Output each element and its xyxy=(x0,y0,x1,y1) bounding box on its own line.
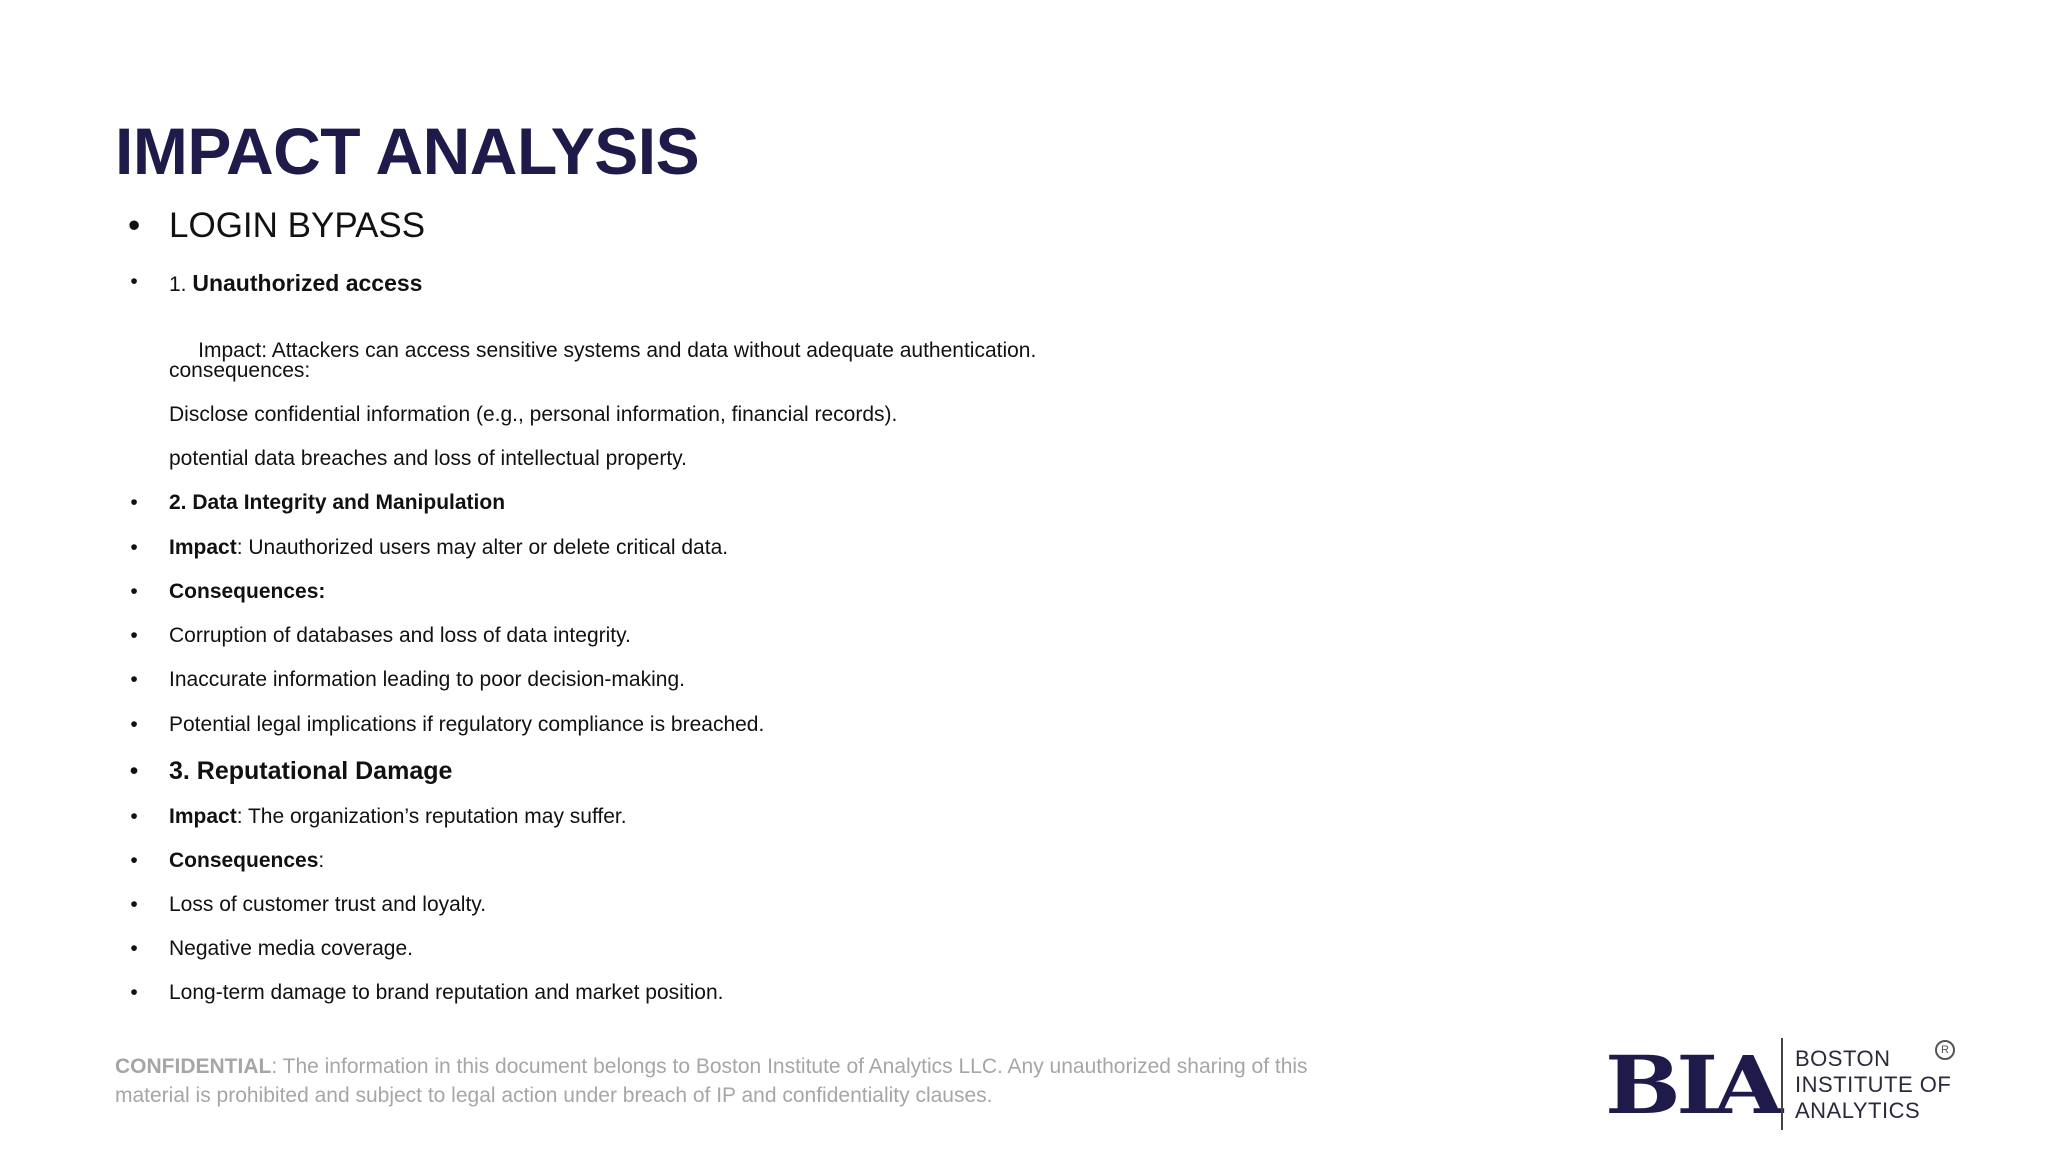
logo-line-2: INSTITUTE OF xyxy=(1795,1072,1952,1097)
item-bold: Unauthorized access xyxy=(192,270,423,296)
bullet-icon: • xyxy=(130,580,138,603)
confidential-label: CONFIDENTIAL xyxy=(115,1055,272,1078)
logo-wordmark xyxy=(1795,1046,1951,1124)
list-item xyxy=(169,403,897,427)
item-text: Negative media coverage. xyxy=(169,937,413,960)
bullet-icon: • xyxy=(130,668,138,691)
list-item xyxy=(169,937,413,961)
item-text: : The organization’s reputation may suffer. xyxy=(236,805,627,828)
item-text: : xyxy=(318,849,325,872)
bullet-icon: • xyxy=(130,981,138,1004)
list-item xyxy=(169,713,764,737)
bullet-icon: • xyxy=(130,805,138,828)
bullet-icon: • xyxy=(130,536,138,559)
bullet-icon: • xyxy=(129,757,139,785)
item-text: Long-term damage to brand reputation and market position. xyxy=(169,981,724,1004)
item-text: Impact: Attackers can access sensitive systems and data without adequate authentication. xyxy=(192,339,1037,362)
list-item xyxy=(169,849,324,873)
list-item xyxy=(169,757,452,786)
list-item xyxy=(169,491,505,515)
logo-line-3: ANALYTICS xyxy=(1795,1098,1921,1123)
registered-icon: R xyxy=(1935,1040,1955,1060)
item-text: Disclose confidential information (e.g., personal information, financial records). xyxy=(169,403,898,426)
confidential-text: : The information in this document belongs to Boston Institute of Analytics LLC. Any unauthorized sharing of this material is prohibited and subject to legal action under breach of IP and confidentiality clauses. xyxy=(115,1055,1308,1107)
item-bold: Impact xyxy=(169,805,237,828)
item-text: LOGIN BYPASS xyxy=(169,206,426,245)
logo-mark: BIA xyxy=(1605,1038,1779,1132)
item-text: Inaccurate information leading to poor decision-making. xyxy=(169,668,685,691)
bullet-icon: • xyxy=(130,624,138,647)
list-item xyxy=(169,805,627,829)
bullet-icon: • xyxy=(130,270,138,293)
bullet-icon: • xyxy=(130,713,138,736)
list-item xyxy=(169,206,425,246)
item-bold: 2. Data Integrity and Manipulation xyxy=(169,491,506,514)
bullet-icon: • xyxy=(130,893,138,916)
item-bold: Consequences: xyxy=(169,580,326,603)
list-item xyxy=(169,270,422,297)
logo-divider xyxy=(1781,1038,1783,1130)
item-bold: Impact xyxy=(169,536,237,559)
bullet-icon: • xyxy=(128,206,141,245)
item-bold: 3. Reputational Damage xyxy=(169,757,453,785)
list-item xyxy=(169,536,728,560)
list-item xyxy=(169,981,724,1005)
item-text: Loss of customer trust and loyalty. xyxy=(169,893,487,916)
item-text: Potential legal implications if regulatory compliance is breached. xyxy=(169,713,765,736)
list-item xyxy=(169,580,325,604)
list-item xyxy=(169,668,685,692)
list-item xyxy=(169,893,486,917)
list-item xyxy=(169,624,631,648)
item-text: potential data breaches and loss of intellectual property. xyxy=(169,447,687,470)
slide-title: IMPACT ANALYSIS xyxy=(115,114,700,188)
item-text: Corruption of databases and loss of data integrity. xyxy=(169,624,631,647)
logo-line-1: BOSTON xyxy=(1795,1046,1891,1071)
bullet-icon: • xyxy=(130,937,138,960)
bullet-icon: • xyxy=(130,849,138,872)
item-text: consequences: xyxy=(169,359,311,382)
list-item xyxy=(169,359,310,383)
confidential-notice xyxy=(115,1052,1375,1110)
item-bold: Consequences xyxy=(169,849,319,872)
list-item xyxy=(169,447,687,471)
bia-logo xyxy=(1605,1034,1965,1134)
bullet-icon: • xyxy=(130,491,138,514)
item-text: : Unauthorized users may alter or delete critical data. xyxy=(236,536,729,559)
item-prefix: 1. xyxy=(169,273,193,296)
